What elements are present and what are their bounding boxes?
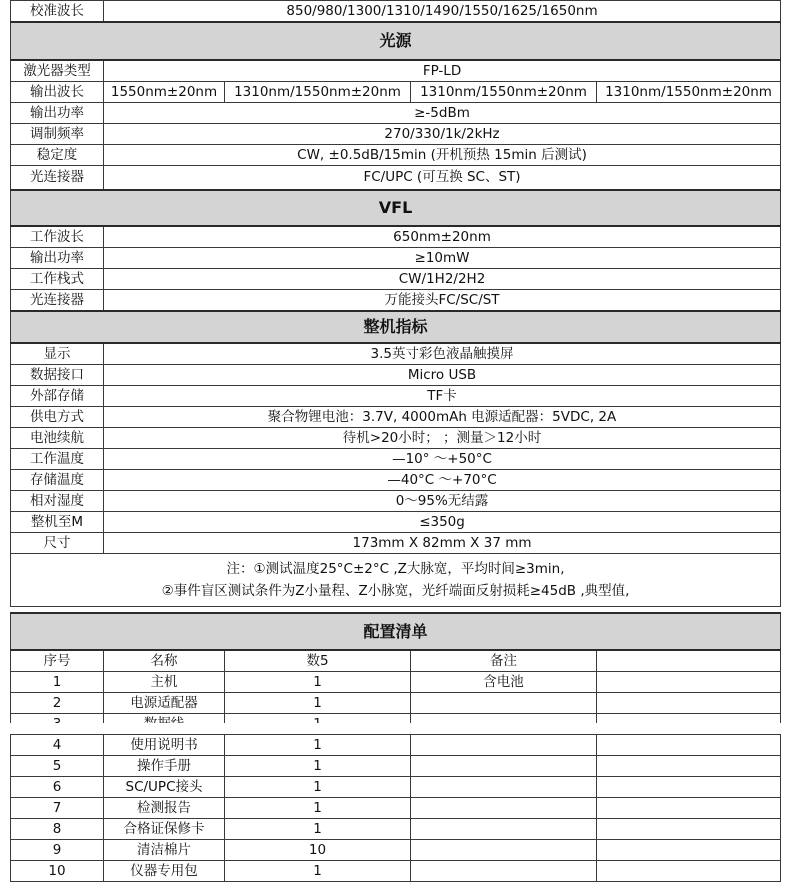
section-header-light-source (11, 22, 781, 60)
item-qty: 1 (225, 798, 411, 819)
item-no: 2 (11, 693, 104, 714)
item-name: 操作手册 (104, 756, 225, 777)
row-label: 电池续航 (11, 427, 104, 448)
item-no: 8 (11, 819, 104, 840)
notes-row (11, 553, 781, 606)
output-wavelength-row (11, 82, 781, 103)
config-item-row (11, 693, 781, 714)
row-value: ≥-5dBm (104, 103, 781, 124)
item-blank (597, 672, 781, 693)
item-remark (411, 798, 597, 819)
config-item-row (11, 840, 781, 861)
item-qty: 1 (225, 819, 411, 840)
vfl-connector-row (11, 289, 781, 311)
general-row (11, 385, 781, 406)
row-label: 输出功率 (11, 247, 104, 268)
row-label: 输出波长 (11, 82, 104, 103)
vfl-wavelength-row (11, 226, 781, 248)
config-table (10, 612, 781, 882)
config-header-row (11, 650, 781, 672)
laser-type-row (11, 60, 781, 82)
wavelength-cell: 1310nm/1550nm±20nm (597, 82, 781, 103)
item-no: 9 (11, 840, 104, 861)
general-row (11, 364, 781, 385)
wavelength-cell: 1310nm/1550nm±20nm (225, 82, 411, 103)
item-qty: 10 (225, 840, 411, 861)
section-header-config (11, 613, 781, 650)
row-value: 850/980/1300/1310/1490/1550/1625/1650nm (104, 1, 781, 23)
item-remark (411, 735, 597, 756)
item-remark (411, 693, 597, 714)
row-label: 数据接口 (11, 364, 104, 385)
row-label: 调制频率 (11, 124, 104, 145)
item-name: 仪器专用包 (104, 861, 225, 882)
row-value: CW, ±0.5dB/15min (开机预热 15min 后测试) (104, 145, 781, 166)
row-value: 270/330/1k/2kHz (104, 124, 781, 145)
row-value: 待机>20小时； ；测量＞12小时 (104, 427, 781, 448)
item-blank (597, 777, 781, 798)
config-item-row (11, 819, 781, 840)
item-qty: 1 (225, 693, 411, 714)
vfl-mode-row (11, 268, 781, 289)
item-remark (411, 756, 597, 777)
col-header-remark: 备注 (411, 650, 597, 672)
config-item-row (11, 777, 781, 798)
row-value: Micro USB (104, 364, 781, 385)
item-blank (597, 756, 781, 777)
col-header-blank (597, 650, 781, 672)
spec-table (10, 0, 781, 607)
row-value: —10° ～+50°C (104, 448, 781, 469)
section-header-general (11, 311, 781, 343)
row-value: ≥10mW (104, 247, 781, 268)
general-row (11, 448, 781, 469)
row-label: 供电方式 (11, 406, 104, 427)
row-label: 激光器类型 (11, 60, 104, 82)
row-value: FP-LD (104, 60, 781, 82)
item-remark (411, 861, 597, 882)
item-blank (597, 735, 781, 756)
row-label: 整机至M (11, 511, 104, 532)
item-no: 4 (11, 735, 104, 756)
row-label: 尺寸 (11, 532, 104, 553)
item-qty: 1 (225, 756, 411, 777)
section-title: VFL (11, 190, 781, 226)
item-name: 主机 (104, 672, 225, 693)
general-row (11, 532, 781, 553)
item-name: 使用说明书 (104, 735, 225, 756)
row-label: 存储温度 (11, 469, 104, 490)
general-row (11, 469, 781, 490)
row-value: 0～95%无结露 (104, 490, 781, 511)
wavelength-cell: 1310nm/1550nm±20nm (411, 82, 597, 103)
item-no: 1 (11, 672, 104, 693)
general-row (11, 406, 781, 427)
col-header-no: 序号 (11, 650, 104, 672)
col-header-name: 名称 (104, 650, 225, 672)
item-remark (411, 840, 597, 861)
item-blank (597, 861, 781, 882)
connector-row (11, 166, 781, 190)
item-blank (597, 693, 781, 714)
item-name: SC/UPC接头 (104, 777, 225, 798)
section-header-vfl (11, 190, 781, 226)
calibration-row (11, 1, 781, 23)
config-item-row (11, 735, 781, 756)
item-no: 5 (11, 756, 104, 777)
item-blank (597, 840, 781, 861)
row-label: 工作波长 (11, 226, 104, 248)
item-name: 电源适配器 (104, 693, 225, 714)
page-break-gap (0, 723, 790, 734)
item-remark (411, 777, 597, 798)
notes-cell (11, 553, 781, 606)
row-value: 万能接头FC/SC/ST (104, 289, 781, 311)
config-item-row (11, 672, 781, 693)
item-qty: 1 (225, 672, 411, 693)
wavelength-cell: 1550nm±20nm (104, 82, 225, 103)
note-line-1: 注：①测试温度25°C±2°C ,Z大脉宽，平均时间≥3min, (226, 560, 565, 577)
row-label: 光连接器 (11, 166, 104, 190)
config-item-row (11, 756, 781, 777)
item-qty: 1 (225, 777, 411, 798)
item-remark: 含电池 (411, 672, 597, 693)
item-blank (597, 798, 781, 819)
item-name: 合格证保修卡 (104, 819, 225, 840)
row-label: 输出功率 (11, 103, 104, 124)
section-title: 整机指标 (11, 311, 781, 343)
stability-row (11, 145, 781, 166)
row-label: 显示 (11, 343, 104, 365)
row-value: CW/1H2/2H2 (104, 268, 781, 289)
item-no: 7 (11, 798, 104, 819)
item-blank (597, 819, 781, 840)
vfl-power-row (11, 247, 781, 268)
general-row (11, 427, 781, 448)
row-value: FC/UPC (可互换 SC、ST) (104, 166, 781, 190)
general-row (11, 343, 781, 365)
row-label: 稳定度 (11, 145, 104, 166)
item-name: 清洁棉片 (104, 840, 225, 861)
item-qty: 1 (225, 735, 411, 756)
general-row (11, 511, 781, 532)
row-value: 3.5英寸彩色液晶触摸屏 (104, 343, 781, 365)
row-label: 外部存储 (11, 385, 104, 406)
row-label: 光连接器 (11, 289, 104, 311)
row-value: 聚合物锂电池：3.7V, 4000mAh 电源适配器：5VDC, 2A (104, 406, 781, 427)
output-power-row (11, 103, 781, 124)
row-value: TF卡 (104, 385, 781, 406)
row-label: 工作温度 (11, 448, 104, 469)
row-label: 工作栈式 (11, 268, 104, 289)
note-line-2: ②事件盲区测试条件为Z小量程、Z小脉宽，光纤端面反射损耗≥45dB ,典型值, (161, 582, 630, 599)
general-row (11, 490, 781, 511)
col-header-qty: 数5 (225, 650, 411, 672)
section-title: 配置清单 (11, 613, 781, 650)
section-title: 光源 (11, 22, 781, 60)
row-label: 校准波长 (11, 1, 104, 23)
row-value: ≤350g (104, 511, 781, 532)
config-item-row (11, 798, 781, 819)
item-remark (411, 819, 597, 840)
config-item-row (11, 861, 781, 882)
item-name: 检测报告 (104, 798, 225, 819)
row-label: 相对湿度 (11, 490, 104, 511)
row-value: 173mm X 82mm X 37 mm (104, 532, 781, 553)
row-value: 650nm±20nm (104, 226, 781, 248)
modulation-row (11, 124, 781, 145)
item-no: 6 (11, 777, 104, 798)
item-qty: 1 (225, 861, 411, 882)
item-no: 10 (11, 861, 104, 882)
row-value: —40°C ～+70°C (104, 469, 781, 490)
